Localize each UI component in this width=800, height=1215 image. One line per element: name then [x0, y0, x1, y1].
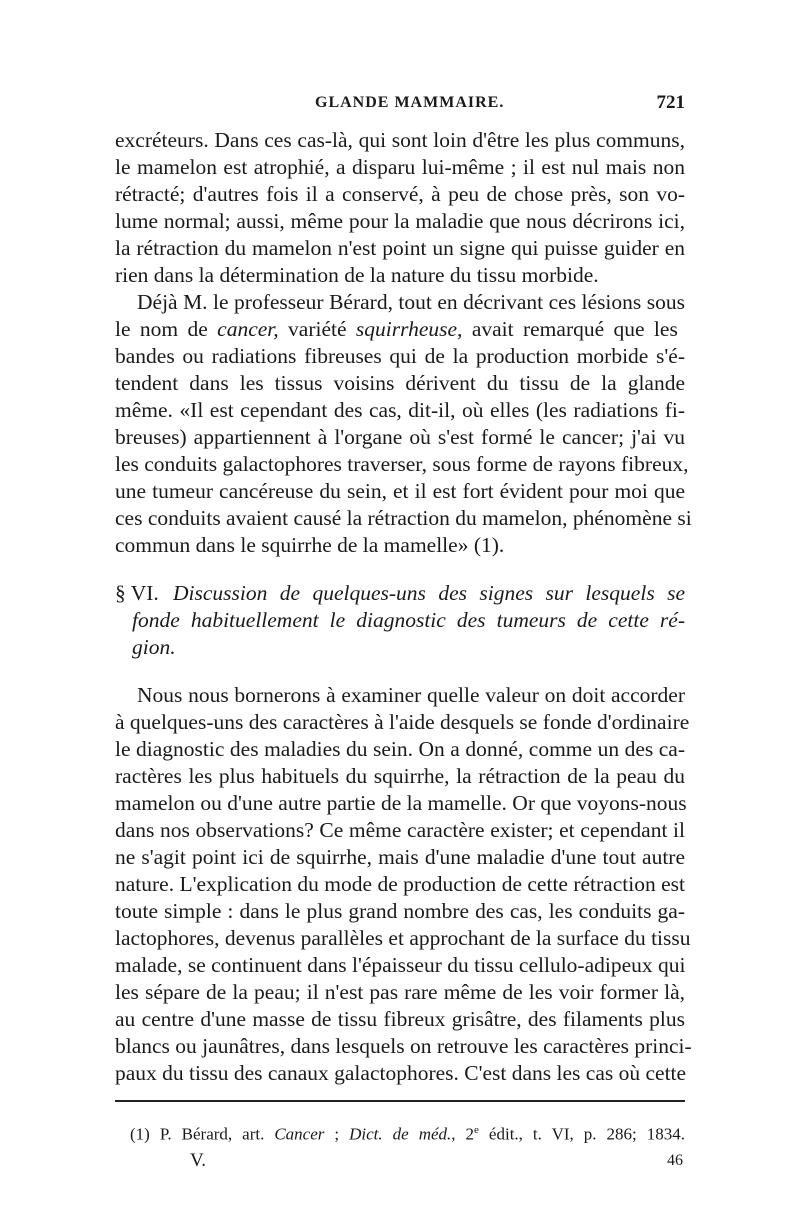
text-run: le nom de	[115, 317, 218, 341]
text-line: le mamelon est atrophié, a disparu lui-même ; il est nul mais non	[115, 155, 685, 179]
italic-squirrheuse: squirrheuse,	[355, 317, 463, 341]
section-title-line-2: fonde habituellement le diagnostic des tumeurs de cette ré-	[132, 608, 685, 632]
section-line-1	[115, 580, 685, 607]
page-number: 721	[656, 92, 685, 113]
text-line: breuses) appartiennent à l'organe où s'est formé le cancer; j'ai vu	[115, 425, 685, 449]
text-line: rien dans la détermination de la nature du tissu morbide.	[115, 263, 599, 287]
text-line: rétracté; d'autres fois il a conservé, à peu de chose près, son vo-	[115, 182, 685, 206]
text-line: Nous nous bornerons à examiner quelle valeur on doit accorder	[137, 683, 685, 707]
text-line: malade, se continuent dans l'épaisseur du tissu cellulo-adipeux qui	[115, 953, 686, 977]
text-line: ractères les plus habituels du squirrhe, la rétraction de la peau du	[115, 764, 685, 788]
page-header	[115, 94, 685, 122]
text-line: les conduits galactophores traverser, sous forme de rayons fibreux,	[115, 452, 689, 476]
text-line: paux du tissu des canaux galactophores. C'est dans les cas où cette	[115, 1061, 687, 1085]
footnote-rule	[115, 1100, 685, 1102]
signature-mark: V.	[190, 1150, 207, 1171]
text-run: variété	[278, 317, 356, 341]
footnote-italic-dict: Dict. de méd.	[349, 1124, 452, 1144]
text-line: toute simple : dans le plus grand nombre des cas, les conduits ga-	[115, 899, 685, 923]
italic-cancer: cancer,	[217, 317, 279, 341]
text-line: le diagnostic des maladies du sein. On a donné, comme un des ca-	[115, 737, 685, 761]
text-line: commun dans le squirrhe de la mamelle» (1).	[115, 533, 505, 557]
text-line: la rétraction du mamelon n'est point un signe qui puisse guider en	[115, 236, 685, 260]
text-line: lactophores, devenus parallèles et approchant de la surface du tissu	[115, 926, 691, 950]
sheet-number: 46	[667, 1152, 683, 1169]
text-line: Déjà M. le professeur Bérard, tout en décrivant ces lésions sous	[137, 290, 685, 314]
text-line: mamelon ou d'une autre partie de la mamelle. Or que voyons-nous	[115, 791, 687, 815]
footnote-text: ;	[324, 1124, 350, 1144]
text-line: ne s'agit point ici de squirrhe, mais d'une maladie d'une tout autre	[115, 845, 685, 869]
text-line: nature. L'explication du mode de production de cette rétraction est	[115, 872, 685, 896]
text-line: à quelques-uns des caractères à l'aide desquels se fonde d'ordinaire	[115, 710, 690, 734]
text-line: blancs ou jaunâtres, dans lesquels on retrouve les caractères princi-	[115, 1034, 692, 1058]
running-title: GLANDE MAMMAIRE.	[315, 94, 505, 111]
footnote-italic-cancer: Cancer	[274, 1124, 325, 1144]
text-line: même. «Il est cependant des cas, dit-il, où elles (les radiations fi-	[115, 398, 685, 422]
footnote	[130, 1124, 685, 1145]
text-line: excréteurs. Dans ces cas-là, qui sont loin d'être les plus communs,	[115, 128, 685, 152]
footnote-text: , 2	[451, 1124, 475, 1144]
text-line: une tumeur cancéreuse du sein, et il est fort évident pour moi que	[115, 479, 685, 503]
text-line: au centre d'une masse de tissu fibreux grisâtre, des filaments plus	[115, 1007, 685, 1031]
section-title-line-1: Discussion de quelques-uns des signes sur lesquels se	[173, 581, 685, 605]
text-line: dans nos observations? Ce même caractère exister; et cependant il	[115, 818, 685, 842]
section-title-line-3: gion.	[132, 635, 176, 659]
section-mark: § VI.	[115, 581, 159, 605]
text-line: tendent dans les tissus voisins dérivent du tissu de la glande	[115, 371, 685, 395]
text-line	[115, 316, 685, 343]
text-line: bandes ou radiations fibreuses qui de la production morbide s'é-	[115, 344, 685, 368]
footnote-superscript: e	[474, 1124, 479, 1136]
text-line: les sépare de la peau; il n'est pas rare même de les voir former là,	[115, 980, 685, 1004]
text-line: lume normal; aussi, même pour la maladie que nous décrirons ici,	[115, 209, 685, 233]
text-line: ces conduits avaient causé la rétraction du mamelon, phénomène si	[115, 506, 692, 530]
text-run: avait remarqué que les	[462, 317, 678, 341]
footnote-text: édit., t. VI, p. 286; 1834.	[478, 1124, 686, 1144]
footnote-text: (1) P. Bérard, art.	[130, 1124, 275, 1144]
